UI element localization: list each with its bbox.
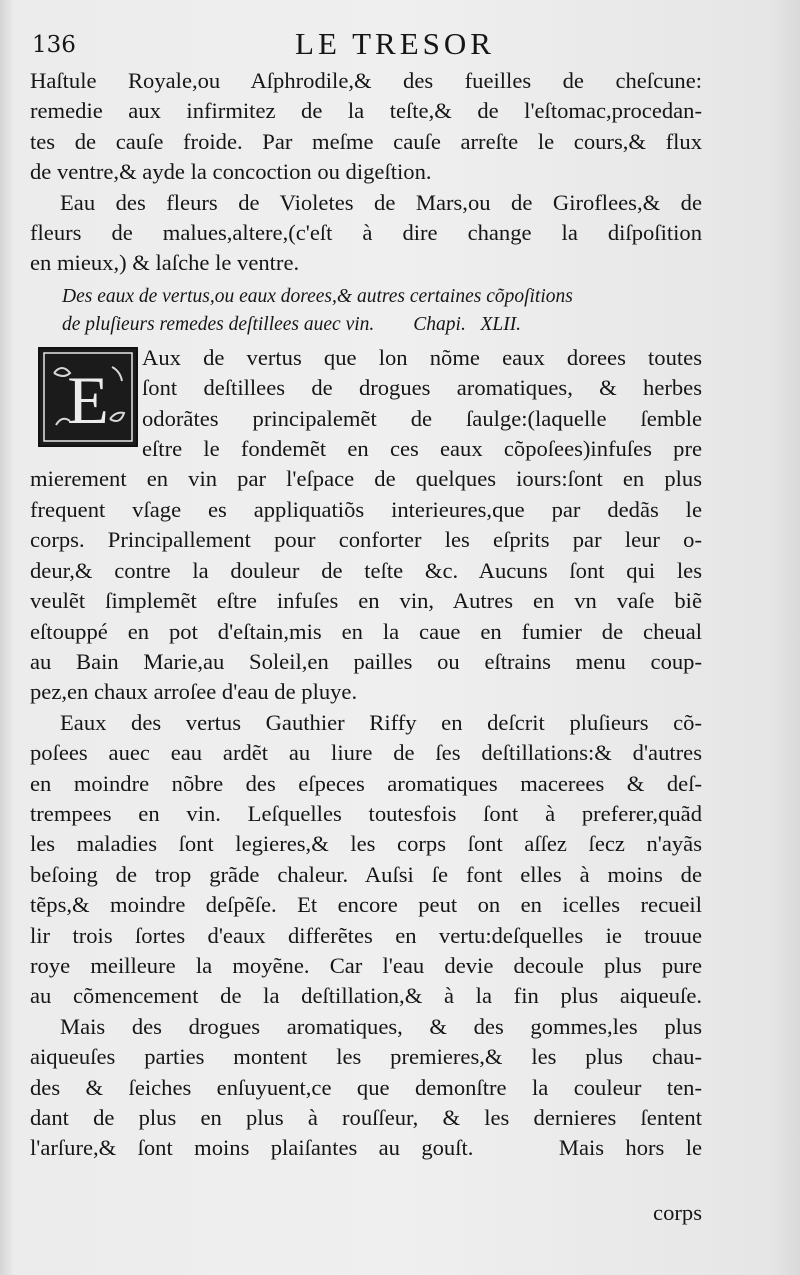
text-line: mierement en vin par l'eſpace de quelques iours:ſont en plus: [30, 466, 702, 492]
svg-text:E: E: [67, 361, 109, 438]
text-line: eſtouppé en pot d'eſtain,mis en la caue en fumier de cheual: [30, 618, 702, 644]
text-line: Eau des fleurs de Violetes de Mars,ou de Giroflees,& de: [60, 189, 702, 215]
text-line: aiqueuſes parties montent les premieres,& les plus chau-: [30, 1044, 702, 1070]
text-line: les maladies ſont legieres,& les corps ſont aſſez ſecz n'ayãs: [30, 831, 702, 857]
text-line: roye meilleure la moyẽne. Car l'eau devie decoule plus pure: [30, 952, 702, 978]
text-line: fleurs de malues,altere,(c'eſt à dire change la diſpoſition: [30, 220, 702, 246]
text-line: de ventre,& ayde la concoction ou digeſtion.: [30, 159, 432, 185]
text-line: Aux de vertus que lon nõme eaux dorees toutes: [142, 344, 702, 370]
text-line: trempees en vin. Leſquelles toutesfois ſont à preferer,quãd: [30, 800, 702, 826]
body-text: [30, 66, 702, 1164]
text-line: lir trois ſortes d'eaux differẽtes en vertu:deſquelles ie trouue: [30, 922, 702, 948]
text-line: Mais des drogues aromatiques, & des gommes,les plus: [60, 1013, 702, 1039]
text-line: en mieux,) & laſche le ventre.: [30, 250, 300, 276]
chapter-heading: [30, 283, 702, 339]
text-line: tes de cauſe froide. Par meſme cauſe arreſte le cours,& flux: [30, 128, 702, 154]
text-line: pez,en chaux arroſee d'eau de pluye.: [30, 679, 358, 705]
text-line: au cõmencement de la deſtillation,& à la fin plus aiqueuſe.: [30, 983, 702, 1009]
paragraph-1: [30, 66, 702, 188]
text-line: frequent vſage es appliquatiõs interieures,que par dedãs le: [30, 496, 702, 522]
page-number: 136: [32, 32, 76, 58]
text-line: Haſtule Royale,ou Aſphrodile,& des fueilles de cheſcune:: [30, 68, 702, 93]
paragraph-5: [30, 1012, 702, 1164]
text-line: eſtre le fondemẽt en ces eaux cõpoſees)infuſes pre: [142, 436, 702, 462]
catchword: corps: [653, 1200, 702, 1225]
running-title: LE TRESOR: [295, 26, 495, 61]
paragraph-3: [30, 343, 702, 708]
decorated-initial-e: [38, 347, 138, 447]
text-line: beſoing de trop grãde chaleur. Auſsi ſe font elles à moins de: [30, 861, 702, 887]
text-line: remedie aux infirmitez de la teſte,& de l'eſtomac,procedan-: [30, 98, 702, 124]
decorated-initial-e-icon: [40, 349, 136, 445]
chapter-heading-line: Des eaux de vertus,ou eaux dorees,& autres certaines cõpoſitions: [62, 285, 573, 307]
chapter-heading-line: de pluſieurs remedes deſtillees auec vin. Chapi. XLII.: [62, 313, 522, 335]
text-line: au Bain Marie,au Soleil,en pailles ou eſtrains menu coup-: [30, 648, 702, 674]
text-line: dant de plus en plus à rouſſeur, & les dernieres ſentent: [30, 1105, 702, 1130]
text-line: veulẽt ſimplemẽt eſtre infuſes en vin, Autres en vn vaſe biẽ: [30, 588, 702, 614]
text-line: poſees auec eau ardẽt au liure de ſes deſtillations:& d'autres: [30, 740, 702, 766]
text-line: Eaux des vertus Gauthier Riffy en deſcrit pluſieurs cõ-: [60, 709, 702, 735]
text-line: en moindre nõbre des eſpeces aromatiques macerees & deſ-: [30, 770, 702, 796]
text-line: odorãtes principalemẽt de ſaulge:(laquelle ſemble: [142, 405, 702, 431]
text-line: deur,& contre la douleur de teſte &c. Aucuns ſont qui les: [30, 557, 702, 583]
paragraph-2: [30, 188, 702, 279]
text-line: ſont deſtillees de drogues aromatiques, & herbes: [142, 375, 702, 401]
text-line: l'arſure,& ſont moins plaiſantes au gouſt. Mais hors le: [30, 1135, 702, 1161]
paragraph-4: [30, 708, 702, 1012]
text-line: tẽps,& moindre deſpẽſe. Et encore peut on en icelles recueil: [30, 892, 702, 918]
page-header: [30, 24, 760, 60]
text-line: corps. Principallement pour conforter les eſprits par leur o-: [30, 527, 702, 553]
text-line: des & ſeiches enſuyuent,ce que demonſtre la couleur ten-: [30, 1074, 702, 1100]
